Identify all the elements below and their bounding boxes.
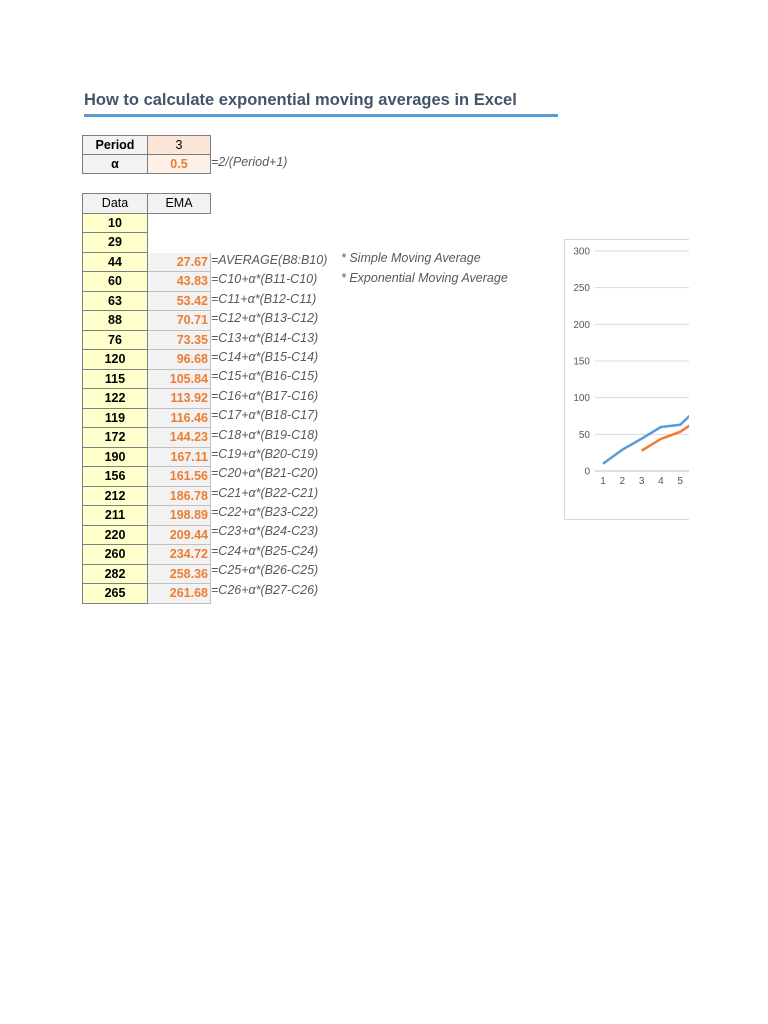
ema-cell[interactable]: 96.68 <box>148 350 211 370</box>
ema-cell[interactable] <box>148 213 211 233</box>
table-row <box>83 233 211 253</box>
ema-cell[interactable]: 209.44 <box>148 525 211 545</box>
formula-text[interactable]: =C24+α*(B25-C24) <box>211 543 319 558</box>
ema-cell[interactable]: 144.23 <box>148 428 211 448</box>
table-row <box>83 525 211 545</box>
formula-text[interactable]: =C17+α*(B18-C17) <box>211 408 319 423</box>
table-row <box>83 252 211 272</box>
data-cell[interactable]: 265 <box>83 584 148 604</box>
data-table <box>82 193 211 604</box>
data-cell[interactable]: 115 <box>83 369 148 389</box>
ema-header-cell[interactable]: EMA <box>148 194 211 214</box>
table-row <box>83 486 211 506</box>
data-cell[interactable]: 190 <box>83 447 148 467</box>
y-tick-label: 0 <box>584 466 590 478</box>
data-cell[interactable]: 44 <box>83 252 148 272</box>
y-tick-label: 300 <box>573 246 590 258</box>
formula-text[interactable]: =C21+α*(B22-C21) <box>211 485 319 500</box>
table-row <box>83 506 211 526</box>
data-cell[interactable]: 88 <box>83 311 148 331</box>
table-row <box>83 350 211 370</box>
x-tick-label: 1 <box>600 476 606 487</box>
data-cell[interactable]: 29 <box>83 233 148 253</box>
data-cell[interactable]: 60 <box>83 272 148 292</box>
ema-cell[interactable]: 161.56 <box>148 467 211 487</box>
table-row <box>83 564 211 584</box>
ema-cell[interactable]: 186.78 <box>148 486 211 506</box>
table-row <box>83 447 211 467</box>
table-row <box>83 330 211 350</box>
sma-note[interactable]: * Simple Moving Average <box>341 251 481 265</box>
data-cell[interactable]: 63 <box>83 291 148 311</box>
x-tick-label: 4 <box>658 476 664 487</box>
data-cell[interactable]: 172 <box>83 428 148 448</box>
data-cell[interactable]: 156 <box>83 467 148 487</box>
table-row <box>83 213 211 233</box>
table-row <box>83 291 211 311</box>
x-tick-label: 5 <box>677 476 683 487</box>
ema-cell[interactable]: 53.42 <box>148 291 211 311</box>
y-tick-label: 100 <box>573 393 590 405</box>
table-row <box>83 428 211 448</box>
x-tick-label: 3 <box>638 476 645 487</box>
ema-cell[interactable]: 116.46 <box>148 408 211 428</box>
ema-cell[interactable]: 73.35 <box>148 330 211 350</box>
data-series-line <box>603 407 689 464</box>
table-row <box>83 389 211 409</box>
data-cell[interactable]: 10 <box>83 213 148 233</box>
title-underline <box>84 114 558 117</box>
ema-cell[interactable]: 167.11 <box>148 447 211 467</box>
formula-text[interactable]: =C16+α*(B17-C16) <box>211 388 319 403</box>
ema-cell[interactable]: 43.83 <box>148 272 211 292</box>
ema-cell[interactable]: 105.84 <box>148 369 211 389</box>
ema-note[interactable]: * Exponential Moving Average <box>341 271 508 285</box>
formula-text[interactable]: =C25+α*(B26-C25) <box>211 563 319 578</box>
data-cell[interactable]: 120 <box>83 350 148 370</box>
alpha-label-cell[interactable]: α <box>83 155 148 174</box>
table-row <box>83 369 211 389</box>
ema-cell[interactable]: 113.92 <box>148 389 211 409</box>
alpha-formula[interactable]: =2/(Period+1) <box>211 155 288 169</box>
ema-cell[interactable]: 198.89 <box>148 506 211 526</box>
formula-text[interactable]: =C10+α*(B11-C10) <box>211 272 318 287</box>
formula-text[interactable]: =C20+α*(B21-C20) <box>211 466 319 481</box>
page-title: How to calculate exponential moving averages in Excel <box>84 91 517 109</box>
formula-text[interactable]: =C26+α*(B27-C26) <box>211 582 319 597</box>
data-cell[interactable]: 122 <box>83 389 148 409</box>
ema-cell[interactable]: 258.36 <box>148 564 211 584</box>
y-tick-label: 150 <box>573 356 590 368</box>
formula-text[interactable]: =C12+α*(B13-C12) <box>211 311 319 326</box>
ema-cell[interactable] <box>148 233 211 253</box>
period-value-cell[interactable]: 3 <box>148 136 211 155</box>
y-tick-label: 200 <box>573 319 590 331</box>
table-row <box>83 272 211 292</box>
data-cell[interactable]: 282 <box>83 564 148 584</box>
table-row <box>83 467 211 487</box>
formula-text[interactable]: =C11+α*(B12-C11) <box>211 291 317 306</box>
data-cell[interactable]: 211 <box>83 506 148 526</box>
data-header-cell[interactable]: Data <box>83 194 148 214</box>
parameters-table <box>82 135 211 174</box>
table-row <box>83 311 211 331</box>
formula-text[interactable]: =C14+α*(B15-C14) <box>211 349 319 364</box>
formula-text[interactable]: =C13+α*(B14-C13) <box>211 330 319 345</box>
data-cell[interactable]: 119 <box>83 408 148 428</box>
y-tick-label: 50 <box>578 429 590 441</box>
ema-line-chart[interactable] <box>564 239 689 520</box>
period-label-cell[interactable]: Period <box>83 136 148 155</box>
formula-text[interactable]: =AVERAGE(B8:B10) <box>211 253 328 267</box>
y-tick-label: 250 <box>573 283 590 295</box>
alpha-value-cell[interactable]: 0.5 <box>148 155 211 174</box>
data-cell[interactable]: 220 <box>83 525 148 545</box>
data-cell[interactable]: 212 <box>83 486 148 506</box>
formula-text[interactable]: =C18+α*(B19-C18) <box>211 427 319 442</box>
ema-cell[interactable]: 70.71 <box>148 311 211 331</box>
formula-text[interactable]: =C19+α*(B20-C19) <box>211 446 319 461</box>
x-tick-label: 2 <box>619 476 626 487</box>
ema-cell[interactable]: 261.68 <box>148 584 211 604</box>
data-cell[interactable]: 260 <box>83 545 148 565</box>
formula-text[interactable]: =C15+α*(B16-C15) <box>211 369 319 384</box>
ema-cell[interactable]: 27.67 <box>148 252 211 272</box>
formula-text[interactable]: =C22+α*(B23-C22) <box>211 505 319 520</box>
formula-column <box>211 251 327 600</box>
ema-cell[interactable]: 234.72 <box>148 545 211 565</box>
table-row <box>83 545 211 565</box>
table-row <box>83 408 211 428</box>
table-row <box>83 584 211 604</box>
data-cell[interactable]: 76 <box>83 330 148 350</box>
chart-svg <box>565 240 689 519</box>
formula-text[interactable]: =C23+α*(B24-C23) <box>211 524 319 539</box>
